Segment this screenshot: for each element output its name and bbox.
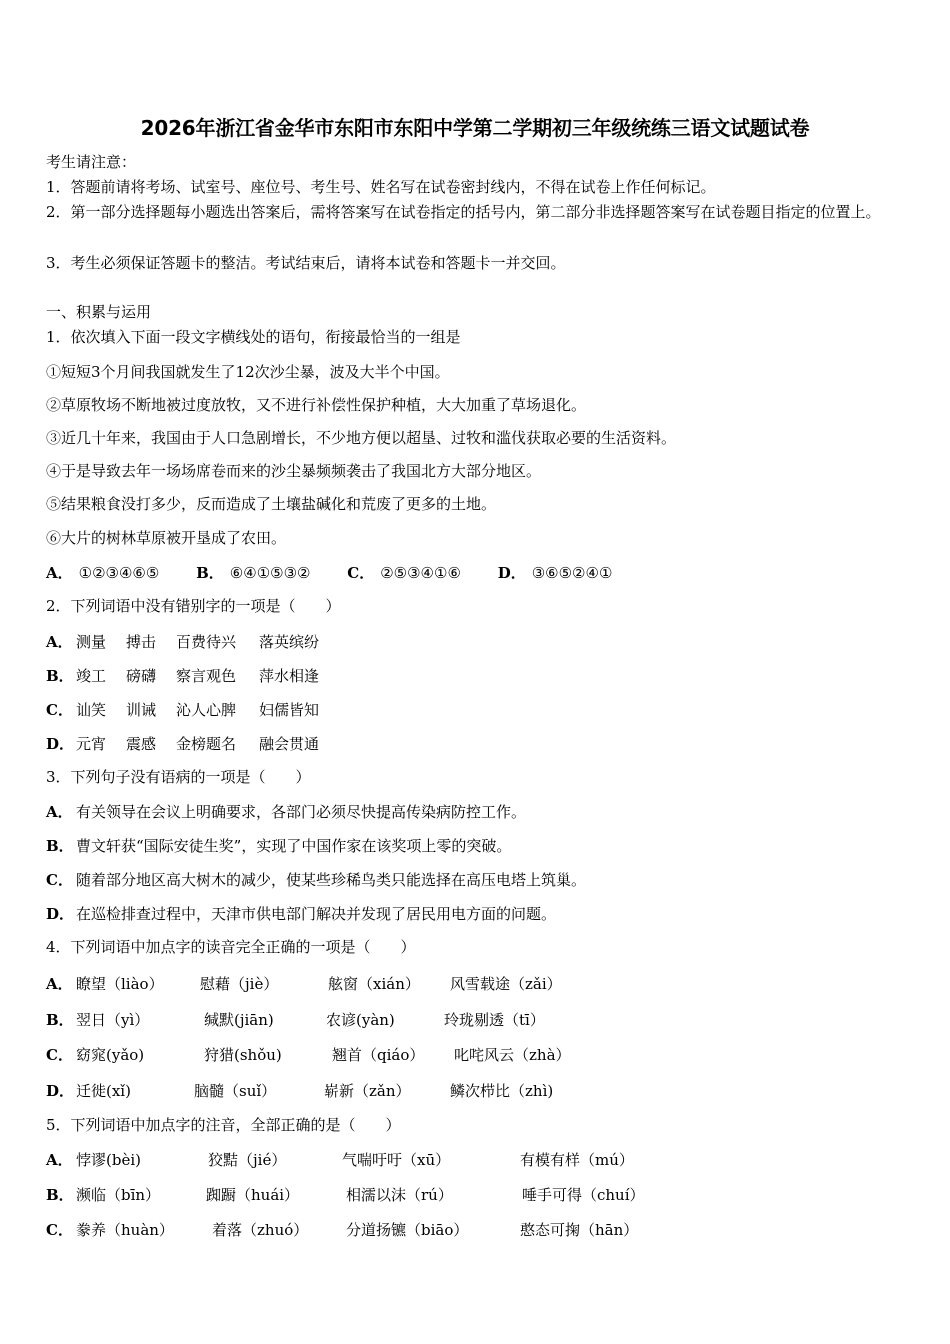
question-stem: 1．依次填入下面一段文字横线处的语句，衔接最恰当的一组是 <box>46 328 461 346</box>
option-row[interactable]: B． 竣工 磅礴 察言观色 萍水相逢 <box>46 667 320 685</box>
sentence: ②草原牧场不断地被过度放牧，又不进行补偿性保护种植，大大加重了草场退化。 <box>46 396 587 414</box>
option-row[interactable]: C． 随着部分地区高大树木的减少，使某些珍稀鸟类只能选择在高压电塔上筑巢。 <box>46 871 587 889</box>
option-row[interactable]: D． 在巡检排查过程中，天津市供电部门解决并发现了居民用电方面的问题。 <box>46 905 557 923</box>
sentence: ④于是导致去年一场场席卷而来的沙尘暴频频袭击了我国北方大部分地区。 <box>46 462 542 480</box>
question-stem: 3．下列句子没有语病的一项是（ ） <box>46 768 311 786</box>
option-row[interactable]: B． 濒临（bīn） 踟蹰（huái） 相濡以沫（rú） 唾手可得（chuí） <box>46 1186 645 1204</box>
section-heading: 一、积累与运用 <box>46 303 152 321</box>
page-title: 2026年浙江省金华市东阳市东阳中学第二学期初三年级统练三语文试题试卷 <box>140 116 810 140</box>
question-stem: 4．下列词语中加点字的读音完全正确的一项是（ ） <box>46 938 416 956</box>
sentence: ⑥大片的树林草原被开垦成了农田。 <box>46 529 287 547</box>
notice-heading: 考生请注意： <box>46 153 137 171</box>
notice-item: 1．答题前请将考场、试室号、座位号、考生号、姓名写在试卷密封线内，不得在试卷上作任何标记。 <box>46 178 716 196</box>
question-stem: 2．下列词语中没有错别字的一项是（ ） <box>46 597 341 615</box>
option-row[interactable]: D． 元宵 震感 金榜题名 融会贯通 <box>46 735 320 753</box>
choice-c[interactable]: C． ②⑤③④①⑥ <box>347 564 461 582</box>
option-row[interactable]: A． 悖谬(bèi) 狡黠（jié） 气喘吁吁（xū） 有模有样（mú） <box>46 1151 634 1169</box>
question-stem: 5．下列词语中加点字的注音，全部正确的是（ ） <box>46 1116 401 1134</box>
answer-choices <box>46 562 644 583</box>
choice-d[interactable]: D． ③⑥⑤②④① <box>497 564 613 582</box>
sentence: ①短短3个月间我国就发生了12次沙尘暴，波及大半个中国。 <box>46 363 450 381</box>
sentence: ③近几十年来，我国由于人口急剧增长，不少地方便以超垦、过牧和滥伐获取必要的生活资料。 <box>46 429 677 447</box>
option-row[interactable]: B． 翌日（yì） 缄默(jiān) 农谚(yàn) 玲珑剔透（tī） <box>46 1011 545 1029</box>
option-row[interactable]: A． 有关领导在会议上明确要求，各部门必须尽快提高传染病防控工作。 <box>46 803 527 821</box>
option-row[interactable]: A． 瞭望（liào） 慰藉（jiè） 舷窗（xián） 风雪载途（zǎi） <box>46 975 562 993</box>
notice-item: 2．第一部分选择题每小题选出答案后，需将答案写在试卷指定的括号内，第二部分非选择题答案写在试卷题目指定的位置上。 <box>46 203 881 221</box>
sentence: ⑤结果粮食没打多少，反而造成了土壤盐碱化和荒废了更多的土地。 <box>46 495 497 513</box>
option-row[interactable]: C． 豢养（huàn） 着落（zhuó） 分道扬镳（biāo） 憨态可掬（hān） <box>46 1221 639 1239</box>
option-row[interactable]: A． 测量 搏击 百费待兴 落英缤纷 <box>46 633 320 651</box>
option-row[interactable]: C． 窈窕(yǎo) 狩猎(shǒu) 翘首（qiáo） 叱咤风云（zhà） <box>46 1046 571 1064</box>
choice-a[interactable]: A． ①②③④⑥⑤ <box>46 564 160 582</box>
option-row[interactable]: B． 曹文轩获“国际安徒生奖”，实现了中国作家在该奖项上零的突破。 <box>46 837 512 855</box>
option-row[interactable]: D． 迁徙(xǐ) 脑髓（suǐ） 崭新（zǎn） 鳞次栉比（zhì) <box>46 1082 554 1100</box>
choice-b[interactable]: B． ⑥④①⑤③② <box>196 564 311 582</box>
notice-item: 3．考生必须保证答题卡的整洁。考试结束后，请将本试卷和答题卡一并交回。 <box>46 254 566 272</box>
option-row[interactable]: C． 讪笑 训诫 沁人心脾 妇儒皆知 <box>46 701 320 719</box>
